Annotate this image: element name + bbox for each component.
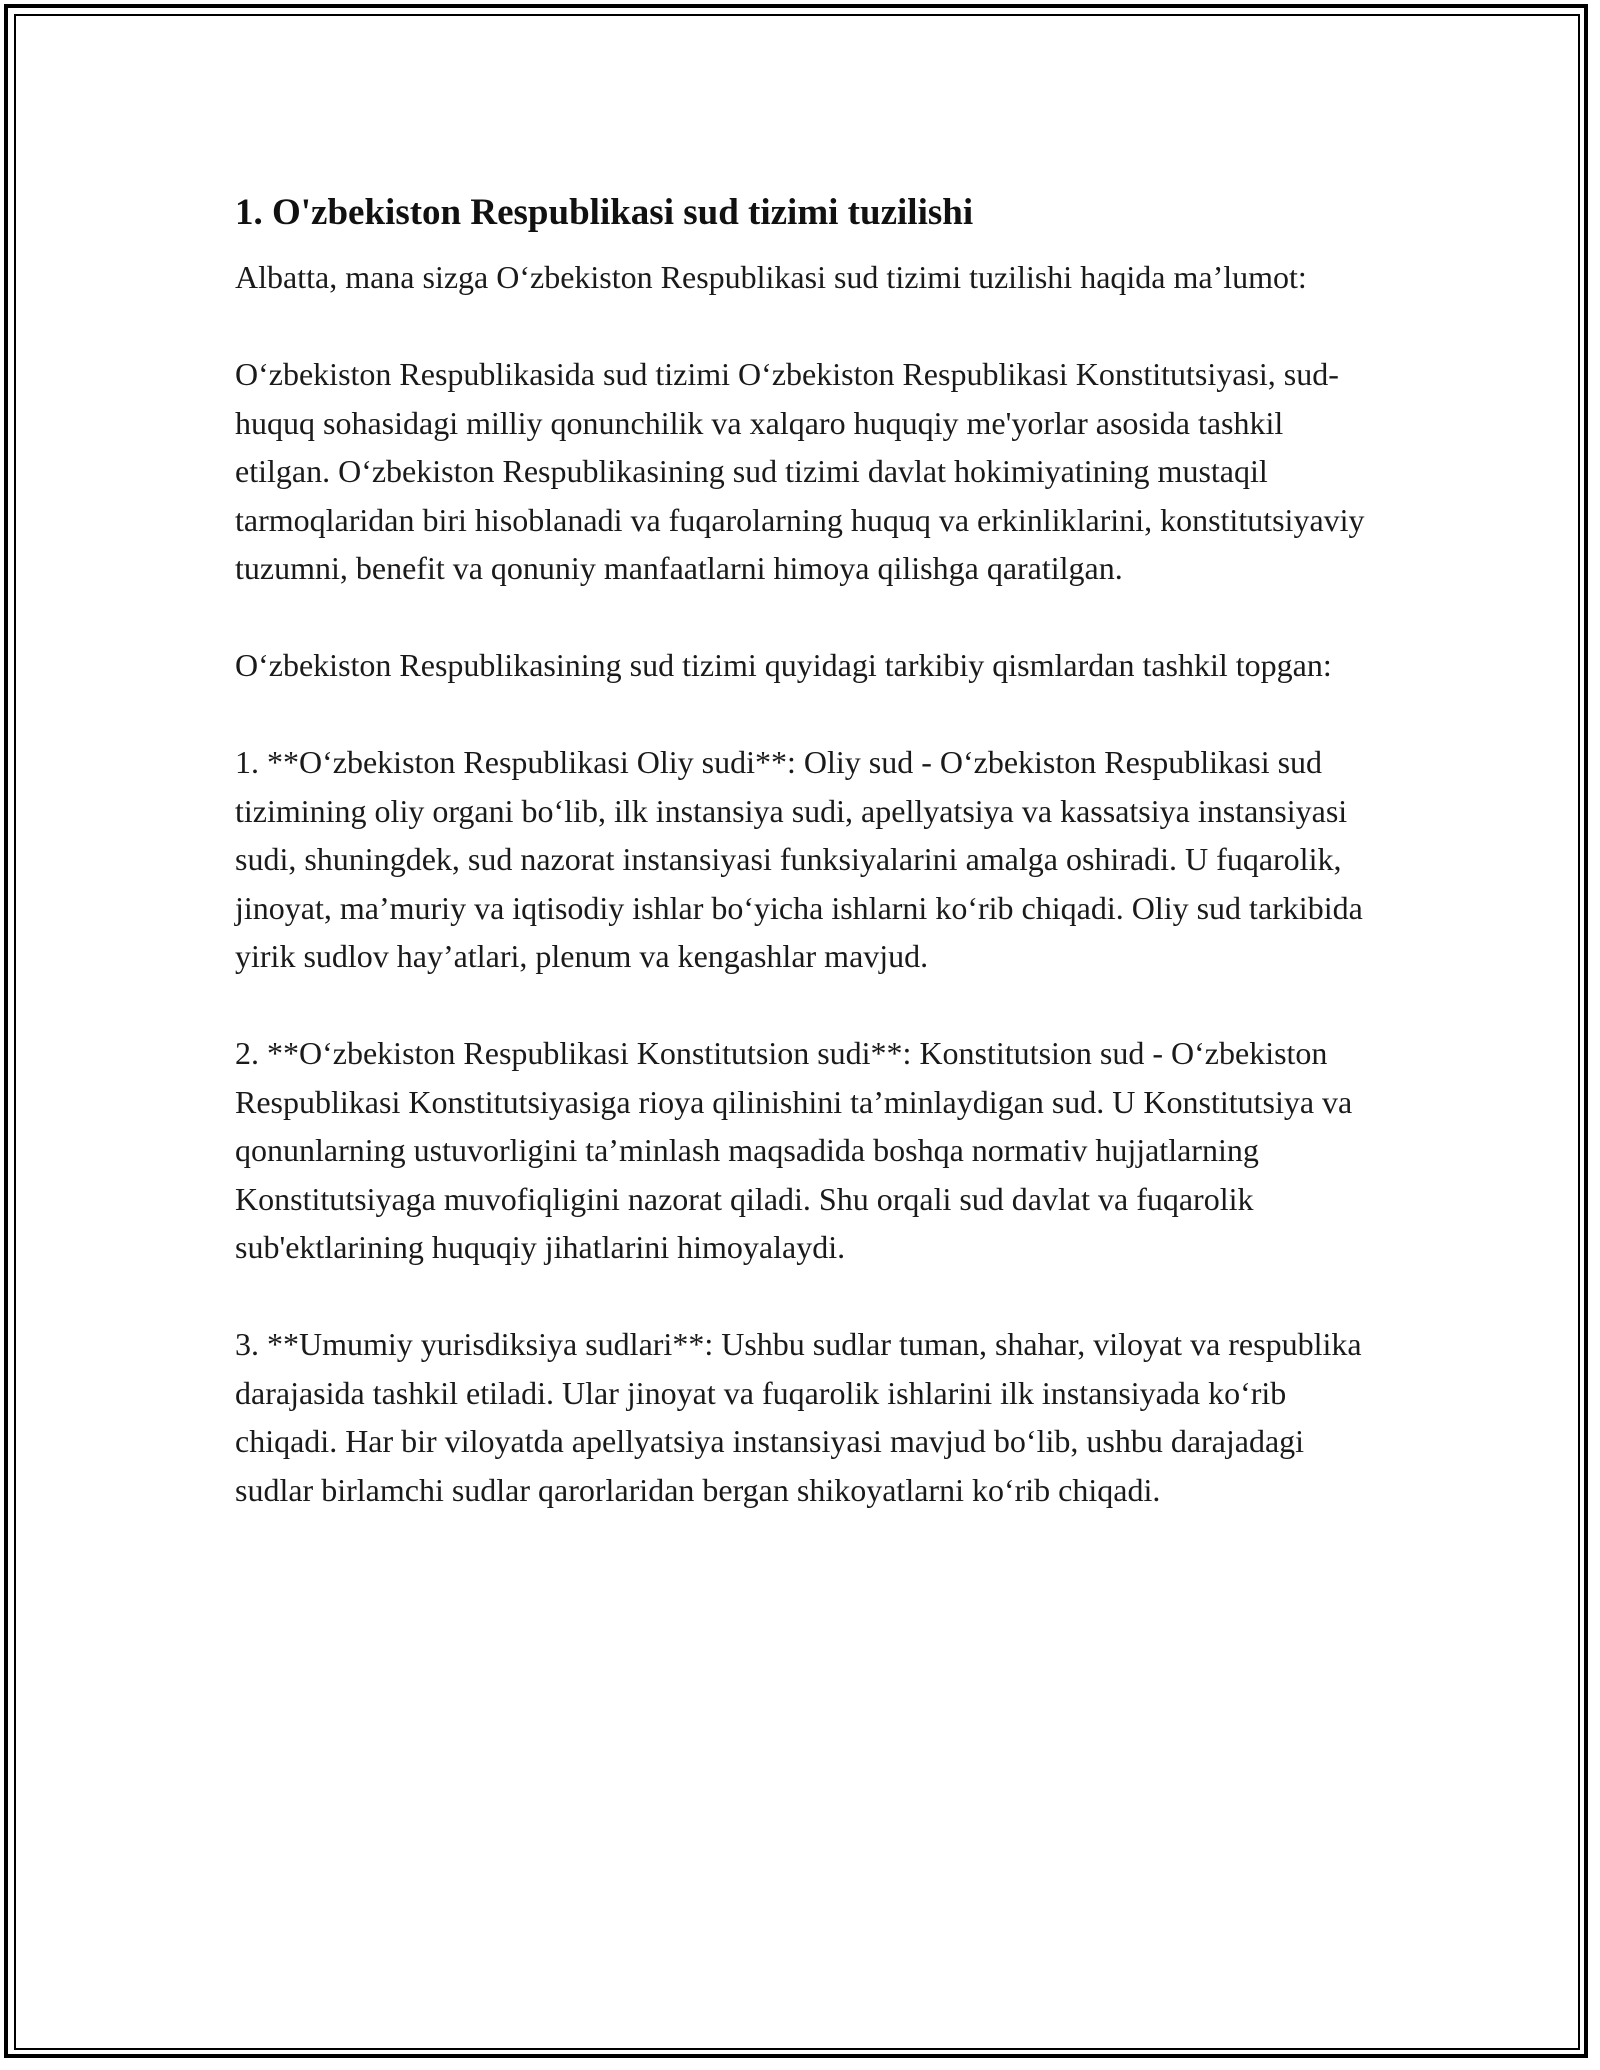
document-body bbox=[235, 185, 1375, 1563]
list-item-general-jurisdiction-courts: 3. **Umumiy yurisdiksiya sudlari**: Ushbu sudlar tuman, shahar, viloyat va respublika darajasida tashkil etiladi. Ular jinoyat va fuqarolik ishlarini ilk instansiyada ko‘rib chiqadi. Har bir viloyatda apellyatsiya instansiyasi mavjud bo‘lib, ushbu darajadagi sudlar birlamchi sudlar qarorlaridan bergan shikoyatlarni ko‘rib chiqadi. bbox=[235, 1326, 1362, 1508]
components-intro-paragraph: O‘zbekiston Respublikasining sud tizimi quyidagi tarkibiy qismlardan tashkil topgan: bbox=[235, 647, 1332, 683]
intro-paragraph: Albatta, mana sizga O‘zbekiston Respublikasi sud tizimi tuzilishi haqida ma’lumot: bbox=[235, 259, 1307, 295]
overview-paragraph: O‘zbekiston Respublikasida sud tizimi O‘zbekiston Respublikasi Konstitutsiyasi, sud-huquq sohasidagi milliy qonunchilik va xalqaro huquqiy me'yorlar asosida tashkil etilgan. O‘zbekiston Respublikasining sud tizimi davlat hokimiyatining mustaqil tarmoqlaridan biri hisoblanadi va fuqarolarning huquq va erkinliklarini, konstitutsiyaviy tuzumni, benefit va qonuniy manfaatlarni himoya qilishga qaratilgan. bbox=[235, 356, 1365, 586]
section-heading: 1. O'zbekiston Respublikasi sud tizimi tuzilishi bbox=[235, 192, 974, 233]
list-item-constitutional-court: 2. **O‘zbekiston Respublikasi Konstitutsion sudi**: Konstitutsion sud - O‘zbekiston Respublikasi Konstitutsiyasiga rioya qilinishini ta’minlaydigan sud. U Konstitutsiya va qonunlarning ustuvorligini ta’minlash maqsadida boshqa normativ hujjatlarning Konstitutsiyaga muvofiqligini nazorat qiladi. Shu orqali sud davlat va fuqarolik sub'ektlarining huquqiy jihatlarini himoyalaydi. bbox=[235, 1035, 1353, 1265]
list-item-supreme-court: 1. **O‘zbekiston Respublikasi Oliy sudi**: Oliy sud - O‘zbekiston Respublikasi sud tizimining oliy organi bo‘lib, ilk instansiya sudi, apellyatsiya va kassatsiya instansiyasi sudi, shuningdek, sud nazorat instansiyasi funksiyalarini amalga oshiradi. U fuqarolik, jinoyat, ma’muriy va iqtisodiy ishlar bo‘yicha ishlarni ko‘rib chiqadi. Oliy sud tarkibida yirik sudlov hay’atlari, plenum va kengashlar mavjud. bbox=[235, 744, 1363, 974]
